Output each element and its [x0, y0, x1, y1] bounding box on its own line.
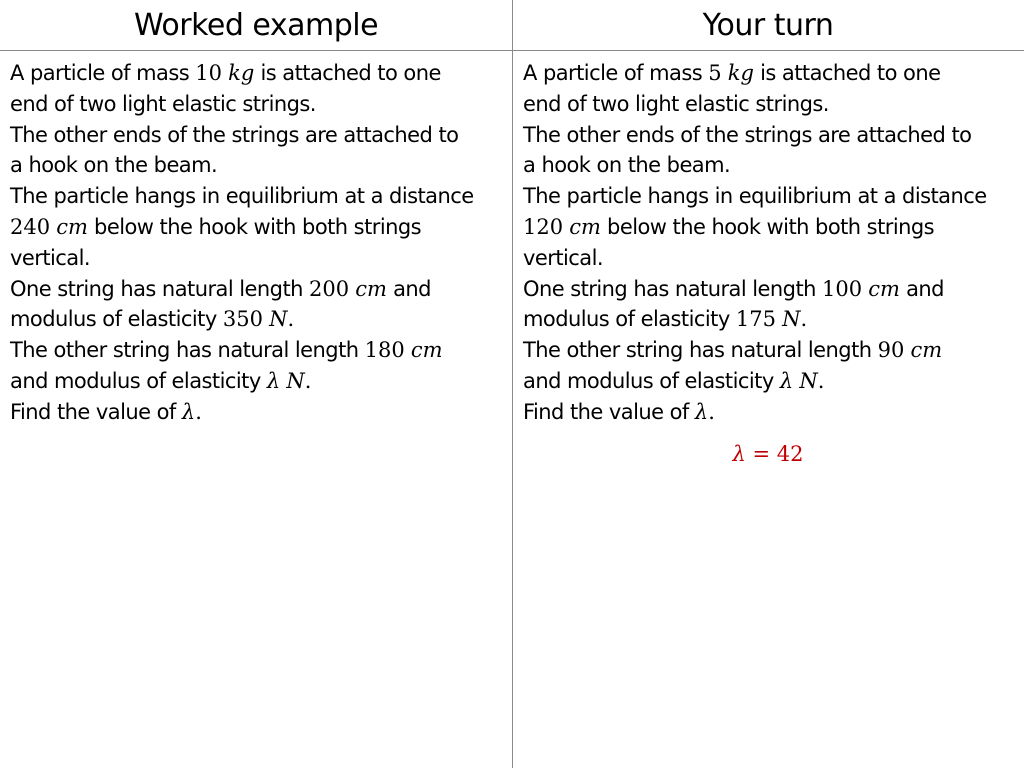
length-unit: cm	[910, 338, 943, 363]
text: modulus of elasticity	[10, 307, 223, 332]
text: modulus of elasticity	[523, 307, 736, 332]
question-line	[523, 274, 1019, 305]
question-line: vertical.	[10, 245, 91, 270]
natural-length-1: 100	[822, 276, 863, 301]
question-line	[10, 366, 508, 397]
period: .	[195, 399, 202, 424]
question-line: The other ends of the strings are attached to	[523, 122, 972, 147]
column-divider	[512, 0, 513, 768]
question-line: end of two light elastic strings.	[523, 91, 829, 116]
your-turn-panel	[523, 58, 1019, 428]
question-line: The particle hangs in equilibrium at a distance	[523, 184, 987, 209]
length-unit: cm	[355, 276, 387, 301]
question-line: a hook on the beam.	[10, 153, 218, 178]
question-line	[523, 58, 1019, 89]
worked-example-panel	[10, 58, 508, 428]
modulus-1: 175	[735, 307, 776, 332]
question-line	[10, 304, 508, 335]
question-line	[523, 212, 1019, 243]
period: .	[287, 307, 295, 332]
question-line	[523, 397, 1019, 428]
question-line: vertical.	[523, 245, 604, 270]
text: and	[386, 276, 431, 301]
text: Find the value of	[10, 399, 182, 424]
period: .	[708, 399, 715, 424]
distance-unit: cm	[56, 214, 88, 239]
mass-value: 10	[195, 61, 223, 85]
text: is attached to one	[753, 61, 941, 85]
distance-value: 240	[10, 214, 51, 239]
lambda-symbol: λ	[694, 399, 709, 424]
text: Find the value of	[523, 399, 695, 424]
question-line: end of two light elastic strings.	[10, 91, 316, 116]
text: and modulus of elasticity	[10, 368, 267, 393]
lambda-symbol: λ	[181, 399, 196, 424]
text: The other string has natural length	[523, 338, 878, 363]
question-line	[523, 304, 1019, 335]
distance-unit: cm	[569, 214, 601, 239]
answer-value: 42	[776, 442, 804, 466]
period: .	[817, 368, 825, 393]
question-line	[523, 335, 1019, 366]
natural-length-2: 90	[877, 338, 905, 363]
distance-value: 120	[523, 214, 564, 239]
modulus-1: 350	[222, 307, 263, 332]
text: and	[899, 276, 944, 301]
question-line	[523, 366, 1019, 397]
natural-length-2: 180	[364, 338, 405, 363]
natural-length-1: 200	[309, 276, 350, 301]
text: The other string has natural length	[10, 338, 365, 363]
text: One string has natural length	[10, 276, 310, 301]
your-turn-header: Your turn	[702, 7, 834, 43]
text: and modulus of elasticity	[523, 368, 780, 393]
mass-value: 5	[708, 61, 722, 85]
text: A particle of mass	[10, 61, 196, 85]
question-line: The particle hangs in equilibrium at a distance	[10, 184, 474, 209]
text: below the hook with both strings	[87, 214, 422, 239]
text: below the hook with both strings	[600, 214, 935, 239]
question-line	[10, 212, 508, 243]
length-unit: cm	[868, 276, 900, 301]
modulus-unit: N	[782, 307, 801, 332]
modulus-unit: N	[799, 368, 818, 393]
answer	[512, 442, 1024, 467]
modulus-unit: N	[269, 307, 288, 332]
text: One string has natural length	[523, 276, 823, 301]
worked-example-header: Worked example	[133, 7, 379, 43]
mass-unit: kg	[228, 61, 255, 85]
length-unit: cm	[410, 338, 443, 363]
question-line	[10, 58, 508, 89]
modulus-unit: N	[286, 368, 305, 393]
text: A particle of mass	[523, 61, 709, 85]
question-line: a hook on the beam.	[523, 153, 731, 178]
answer-equals: =	[745, 442, 777, 466]
mass-unit: kg	[727, 61, 754, 85]
question-line	[10, 397, 508, 428]
answer-lambda: λ	[732, 442, 746, 466]
period: .	[800, 307, 808, 332]
lambda-symbol: λ	[266, 368, 281, 393]
question-line	[10, 274, 508, 305]
question-line: The other ends of the strings are attached to	[10, 122, 459, 147]
question-line	[10, 335, 508, 366]
period: .	[304, 368, 312, 393]
text: is attached to one	[254, 61, 441, 85]
lambda-symbol: λ	[779, 368, 794, 393]
